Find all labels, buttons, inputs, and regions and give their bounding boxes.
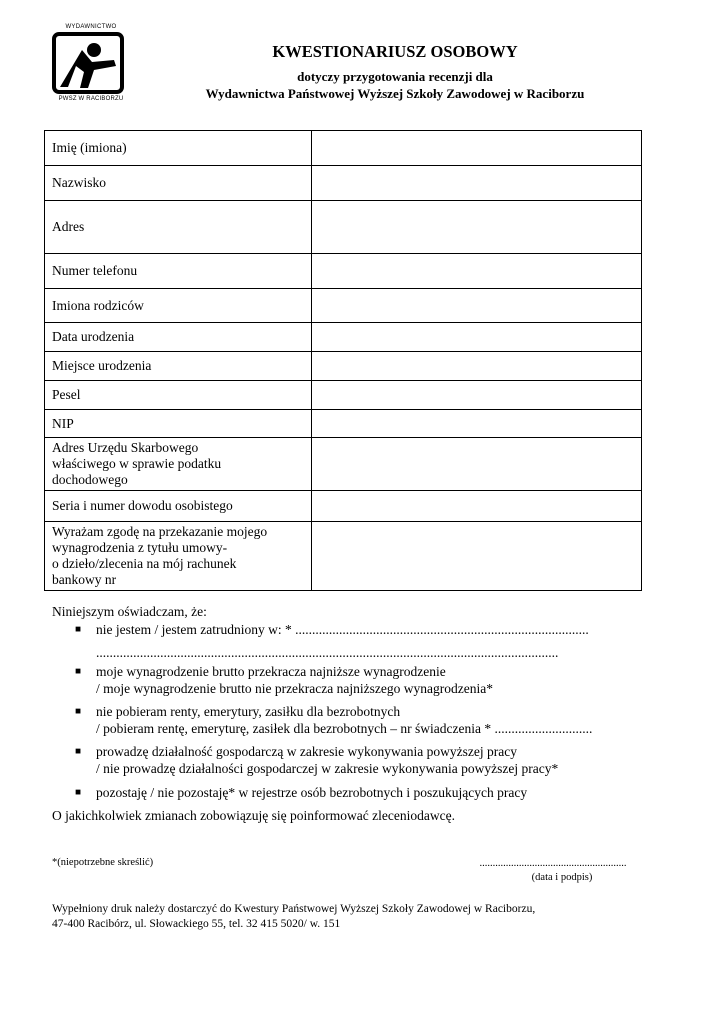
table-row bbox=[45, 491, 642, 522]
signature-label: (data i podpis) bbox=[531, 872, 593, 883]
logo-top-text: WYDAWNICTWO bbox=[65, 24, 117, 30]
document-title: KWESTIONARIUSZ OSOBOWY bbox=[272, 42, 518, 61]
bullet-square-icon: ■ bbox=[75, 746, 82, 757]
table-row bbox=[45, 352, 642, 381]
table-row bbox=[45, 381, 642, 410]
field-label-nip: NIP bbox=[45, 410, 312, 438]
declaration-salary-line1: moje wynagrodzenie brutto przekracza najniższe wynagrodzenie bbox=[96, 664, 446, 679]
field-label-parents-names: Imiona rodziców bbox=[45, 289, 312, 323]
declaration-unemployed-register: pozostaję / nie pozostaję* w rejestrze osób bezrobotnych i poszukujących pracy bbox=[96, 785, 528, 800]
personal-data-table bbox=[44, 130, 642, 591]
declaration-pension-line1: nie pobieram renty, emerytury, zasiłku dla bezrobotnych bbox=[96, 704, 401, 719]
field-value-phone[interactable] bbox=[312, 254, 642, 289]
field-label-tax-office bbox=[45, 438, 312, 491]
field-value-tax-office[interactable] bbox=[312, 438, 642, 491]
label-line: właściwego w sprawie podatku bbox=[52, 456, 222, 471]
field-label-pesel: Pesel bbox=[45, 381, 312, 410]
label-line: Wyrażam zgodę na przekazanie mojego bbox=[52, 524, 268, 539]
table-row bbox=[45, 166, 642, 201]
table-row bbox=[45, 201, 642, 254]
table-row bbox=[45, 254, 642, 289]
field-value-address[interactable] bbox=[312, 201, 642, 254]
submission-info-line2: 47-400 Racibórz, ul. Słowackiego 55, tel. 32 415 5020/ w. 151 bbox=[52, 918, 341, 930]
footnote: *(niepotrzebne skreślić) bbox=[52, 857, 154, 868]
table-row bbox=[45, 289, 642, 323]
bullet-square-icon: ■ bbox=[75, 787, 82, 798]
bullet-square-icon: ■ bbox=[75, 624, 82, 635]
declaration-intro: Niniejszym oświadczam, że: bbox=[52, 604, 207, 619]
field-label-birth-place: Miejsce urodzenia bbox=[45, 352, 312, 381]
field-label-address: Adres bbox=[45, 201, 312, 254]
table-row bbox=[45, 131, 642, 166]
table-row bbox=[45, 410, 642, 438]
declaration-closing: O jakichkolwiek zmianach zobowiązuję się poinformować zleceniodawcę. bbox=[52, 808, 455, 823]
field-value-birth-place[interactable] bbox=[312, 352, 642, 381]
field-value-birth-date[interactable] bbox=[312, 323, 642, 352]
label-line: Adres Urzędu Skarbowego bbox=[52, 440, 199, 455]
label-line: wynagrodzenia z tytułu umowy- bbox=[52, 540, 228, 555]
logo-bottom-text: PWSZ W RACIBORZU bbox=[58, 96, 124, 102]
field-label-id-card: Seria i numer dowodu osobistego bbox=[45, 491, 312, 522]
field-value-nip[interactable] bbox=[312, 410, 642, 438]
declaration-business-line1: prowadzę działalność gospodarczą w zakresie wykonywania powyższej pracy bbox=[96, 744, 517, 759]
declaration-employment-line2: ......................................................................................................................................... bbox=[96, 645, 559, 660]
table-row bbox=[45, 438, 642, 491]
bullet-square-icon: ■ bbox=[75, 666, 82, 677]
declaration-business-line2: / nie prowadzę działalności gospodarczej w zakresie wykonywania powyższej pracy* bbox=[96, 761, 559, 776]
field-value-first-name[interactable] bbox=[312, 131, 642, 166]
table-row bbox=[45, 323, 642, 352]
document-subtitle-line2: Wydawnictwa Państwowej Wyższej Szkoły Zawodowej w Raciborzu bbox=[205, 86, 585, 101]
table-row bbox=[45, 522, 642, 591]
document-subtitle-line1: dotyczy przygotowania recenzji dla bbox=[297, 69, 493, 84]
label-line: bankowy nr bbox=[52, 572, 117, 587]
field-label-bank-account bbox=[45, 522, 312, 591]
label-line: o dzieło/zlecenia na mój rachunek bbox=[52, 556, 237, 571]
field-value-id-card[interactable] bbox=[312, 491, 642, 522]
signature-dots: ........................................................ bbox=[479, 858, 627, 869]
declaration-pension-line2: / pobieram rentę, emeryturę, zasiłek dla bezrobotnych – nr świadczenia * ............................. bbox=[96, 721, 593, 736]
field-label-phone: Numer telefonu bbox=[45, 254, 312, 289]
declaration-salary-line2: / moje wynagrodzenie brutto nie przekracza najniższego wynagrodzenia* bbox=[96, 681, 493, 696]
field-label-first-name: Imię (imiona) bbox=[45, 131, 312, 166]
declaration-employment-line1: nie jestem / jestem zatrudniony w: * ....................................................................................... bbox=[96, 622, 589, 637]
field-label-birth-date: Data urodzenia bbox=[45, 323, 312, 352]
field-value-surname[interactable] bbox=[312, 166, 642, 201]
label-line: dochodowego bbox=[52, 472, 128, 487]
submission-info-line1: Wypełniony druk należy dostarczyć do Kwestury Państwowej Wyższej Szkoły Zawodowej w Raciborzu, bbox=[52, 903, 536, 915]
field-value-parents-names[interactable] bbox=[312, 289, 642, 323]
bullet-square-icon: ■ bbox=[75, 706, 82, 717]
publisher-logo bbox=[52, 32, 124, 94]
field-value-bank-account[interactable] bbox=[312, 522, 642, 591]
field-label-surname: Nazwisko bbox=[45, 166, 312, 201]
field-value-pesel[interactable] bbox=[312, 381, 642, 410]
